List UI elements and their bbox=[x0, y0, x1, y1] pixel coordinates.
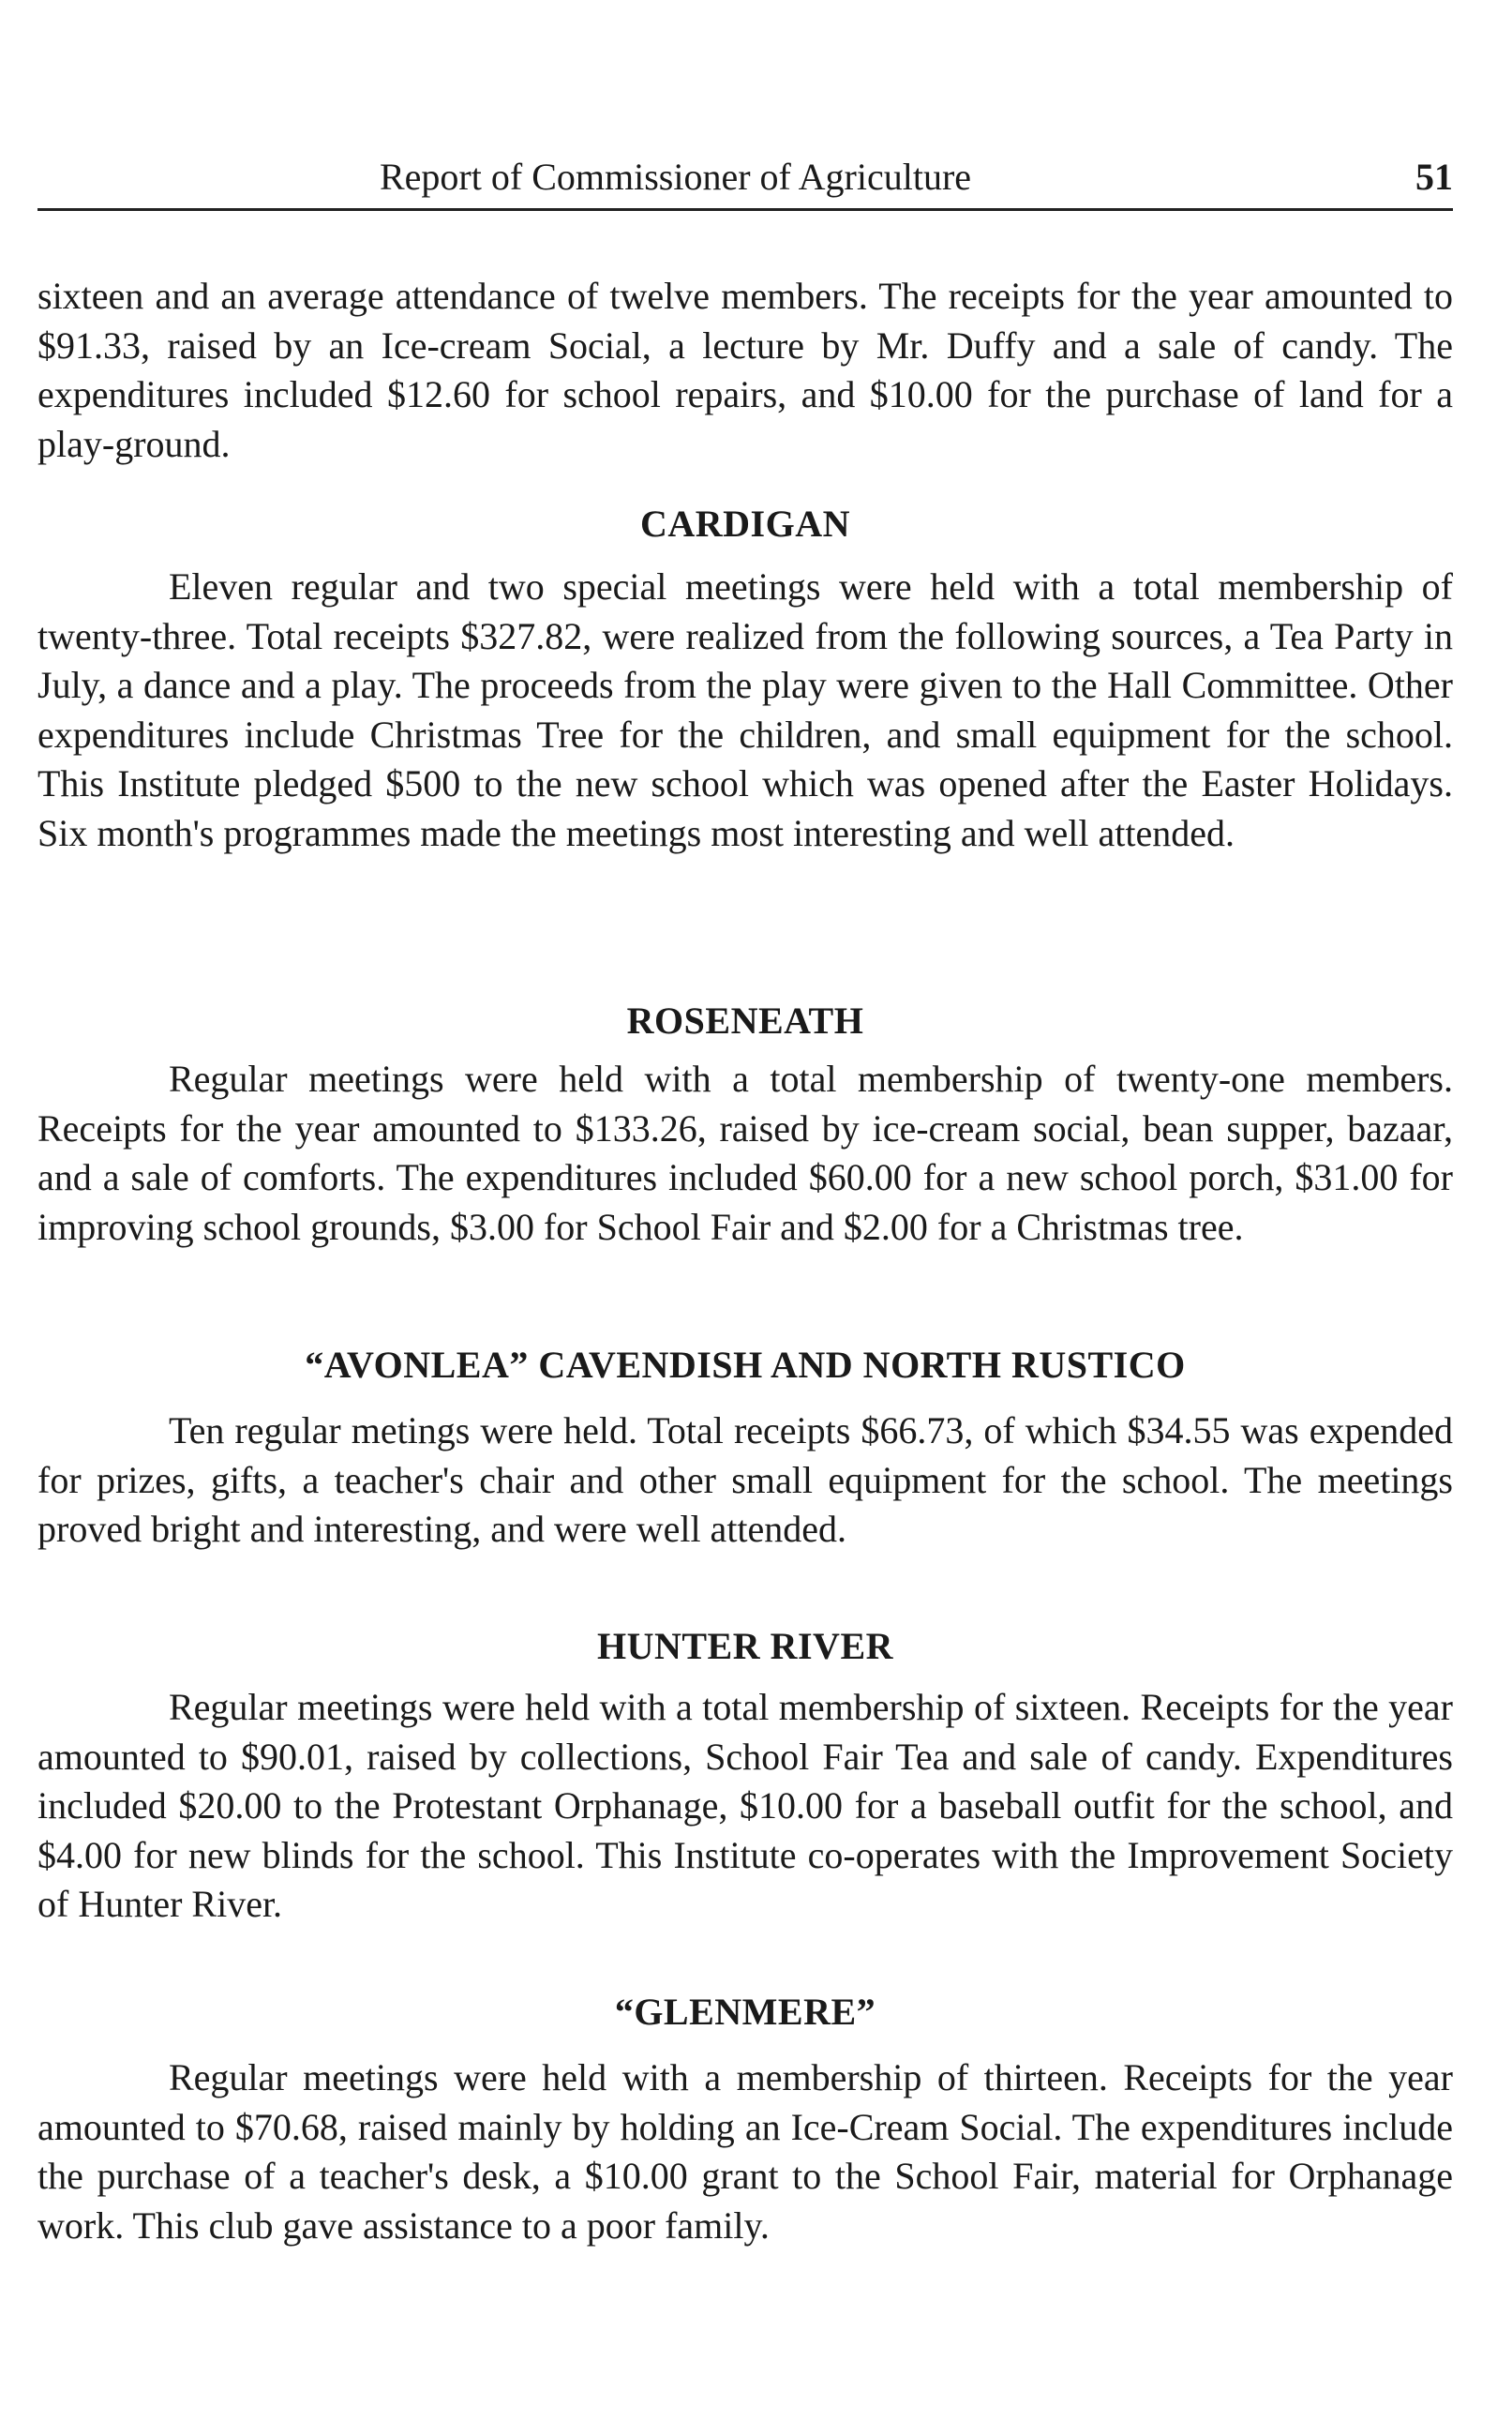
page-header bbox=[37, 155, 1453, 211]
section-heading-avonlea: “AVONLEA” CAVENDISH AND NORTH RUSTICO bbox=[305, 1344, 1186, 1386]
section-paragraph-hunter-river: Regular meetings were held with a total membership of sixteen. Receipts for the year amounted to $90.01, raised by collections, School Fair Tea and sale of candy. Expenditures included $20.00 to the Protestant Orphanage, $10.00 for a baseball outfit for the school, and $4.00 for new blinds for the school. This Institute co-operates with the Improvement Society of Hunter River. bbox=[37, 1686, 1453, 1925]
section-heading-roseneath: ROSENEATH bbox=[626, 1000, 864, 1042]
section-paragraph-avonlea: Ten regular metings were held. Total receipts $66.73, of which $34.55 was expended for prizes, gifts, a teacher's chair and other small equipment for the school. The meetings proved bright and interesting, and were well attended. bbox=[37, 1409, 1453, 1550]
running-title: Report of Commissioner of Agriculture bbox=[380, 156, 972, 198]
page-number: 51 bbox=[1415, 156, 1453, 198]
section-heading-hunter-river: HUNTER RIVER bbox=[596, 1625, 894, 1667]
header-rule bbox=[37, 208, 1453, 211]
intro-paragraph: sixteen and an average attendance of twelve members. The receipts for the year amounted to $91.33, raised by an Ice-cream Social, a lecture by Mr. Duffy and a sale of candy. The expenditures included $12.60 for school repairs, and $10.00 for the purchase of land for a play-ground. bbox=[37, 275, 1453, 465]
section-paragraph-glenmere: Regular meetings were held with a membership of thirteen. Receipts for the year amounted to $70.68, raised mainly by holding an Ice-Cream Social. The expenditures include the purchase of a teacher's desk, a $10.00 grant to the School Fair, material for Orphanage work. This club gave assistance to a poor family. bbox=[37, 2056, 1453, 2247]
section-paragraph-roseneath: Regular meetings were held with a total membership of twenty-one members. Receipts for the year amounted to $133.26, raised by ice-cream social, bean supper, bazaar, and a sale of comforts. The expenditures included $60.00 for a new school porch, $31.00 for improving school grounds, $3.00 for School Fair and $2.00 for a Christmas tree. bbox=[37, 1058, 1453, 1248]
section-heading-glenmere: “GLENMERE” bbox=[614, 1991, 876, 2033]
section-heading-cardigan: CARDIGAN bbox=[640, 503, 850, 545]
section-paragraph-cardigan: Eleven regular and two special meetings were held with a total membership of twenty-three. Total receipts $327.82, were realized from the following sources, a Tea Party in July, a dance and a play. The proceeds from the play were given to the Hall Committee. Other expenditures include Christmas Tree for the children, and small equipment for the school. This Institute pledged $500 to the new school which was opened after the Easter Holidays. Six month's programmes made the meetings most interesting and well attended. bbox=[37, 565, 1453, 854]
